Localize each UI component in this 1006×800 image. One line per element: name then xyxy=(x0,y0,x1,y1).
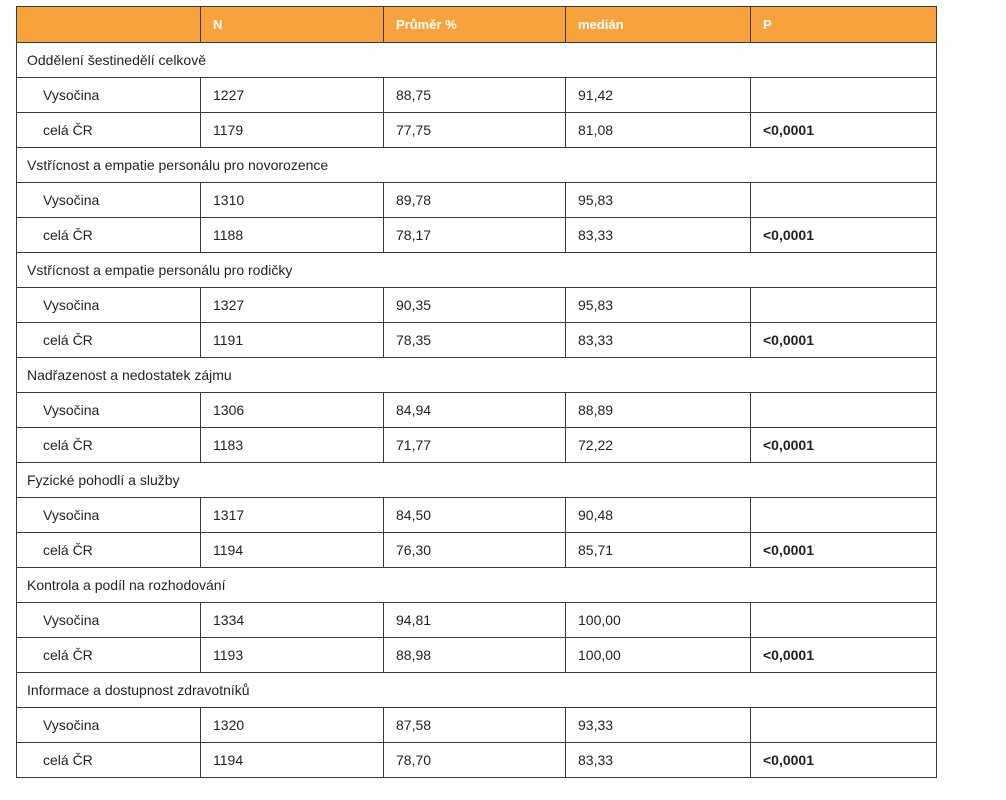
table-row xyxy=(17,638,937,673)
p-value-cell: <0,0001 xyxy=(751,113,937,148)
group-title: Kontrola a podíl na rozhodování xyxy=(17,568,937,603)
median-cell: 83,33 xyxy=(566,218,751,253)
median-cell: 91,42 xyxy=(566,78,751,113)
header-cell-mean: Průměr % xyxy=(384,7,566,43)
n-cell: 1188 xyxy=(201,218,384,253)
mean-cell: 89,78 xyxy=(384,183,566,218)
table-row xyxy=(17,428,937,463)
table-row xyxy=(17,113,937,148)
p-value-cell: <0,0001 xyxy=(751,428,937,463)
table-row xyxy=(17,533,937,568)
group-row xyxy=(17,253,937,288)
table-row xyxy=(17,323,937,358)
table-row xyxy=(17,743,937,778)
group-title: Nadřazenost a nedostatek zájmu xyxy=(17,358,937,393)
region-cell: celá ČR xyxy=(17,323,201,358)
region-cell: celá ČR xyxy=(17,113,201,148)
header-row xyxy=(17,7,937,43)
group-row xyxy=(17,673,937,708)
group-title: Oddělení šestinedělí celkově xyxy=(17,43,937,78)
mean-cell: 88,98 xyxy=(384,638,566,673)
table-row xyxy=(17,78,937,113)
region-cell: celá ČR xyxy=(17,638,201,673)
table-body xyxy=(17,43,937,778)
n-cell: 1194 xyxy=(201,743,384,778)
table-row xyxy=(17,218,937,253)
mean-cell: 71,77 xyxy=(384,428,566,463)
mean-cell: 78,70 xyxy=(384,743,566,778)
mean-cell: 76,30 xyxy=(384,533,566,568)
region-cell: celá ČR xyxy=(17,743,201,778)
n-cell: 1193 xyxy=(201,638,384,673)
table-row xyxy=(17,498,937,533)
median-cell: 83,33 xyxy=(566,743,751,778)
p-value-cell xyxy=(751,288,937,323)
median-cell: 100,00 xyxy=(566,638,751,673)
mean-cell: 90,35 xyxy=(384,288,566,323)
p-value-cell: <0,0001 xyxy=(751,533,937,568)
region-cell: Vysočina xyxy=(17,78,201,113)
n-cell: 1306 xyxy=(201,393,384,428)
n-cell: 1227 xyxy=(201,78,384,113)
group-row xyxy=(17,358,937,393)
n-cell: 1320 xyxy=(201,708,384,743)
mean-cell: 77,75 xyxy=(384,113,566,148)
region-cell: celá ČR xyxy=(17,218,201,253)
mean-cell: 87,58 xyxy=(384,708,566,743)
table-row xyxy=(17,183,937,218)
median-cell: 100,00 xyxy=(566,603,751,638)
region-cell: Vysočina xyxy=(17,288,201,323)
median-cell: 81,08 xyxy=(566,113,751,148)
n-cell: 1310 xyxy=(201,183,384,218)
median-cell: 93,33 xyxy=(566,708,751,743)
p-value-cell: <0,0001 xyxy=(751,218,937,253)
mean-cell: 94,81 xyxy=(384,603,566,638)
header-cell-p: P xyxy=(751,7,937,43)
p-value-cell xyxy=(751,183,937,218)
region-cell: celá ČR xyxy=(17,428,201,463)
header-cell-n: N xyxy=(201,7,384,43)
region-cell: Vysočina xyxy=(17,603,201,638)
median-cell: 85,71 xyxy=(566,533,751,568)
group-row xyxy=(17,43,937,78)
median-cell: 88,89 xyxy=(566,393,751,428)
group-title: Vstřícnost a empatie personálu pro novorozence xyxy=(17,148,937,183)
region-cell: Vysočina xyxy=(17,393,201,428)
median-cell: 95,83 xyxy=(566,288,751,323)
group-title: Fyzické pohodlí a služby xyxy=(17,463,937,498)
mean-cell: 84,94 xyxy=(384,393,566,428)
mean-cell: 88,75 xyxy=(384,78,566,113)
n-cell: 1317 xyxy=(201,498,384,533)
p-value-cell: <0,0001 xyxy=(751,323,937,358)
p-value-cell xyxy=(751,498,937,533)
p-value-cell xyxy=(751,708,937,743)
region-cell: Vysočina xyxy=(17,708,201,743)
mean-cell: 78,17 xyxy=(384,218,566,253)
table-row xyxy=(17,393,937,428)
group-title: Vstřícnost a empatie personálu pro rodičky xyxy=(17,253,937,288)
table-row xyxy=(17,288,937,323)
n-cell: 1183 xyxy=(201,428,384,463)
table-row xyxy=(17,708,937,743)
median-cell: 72,22 xyxy=(566,428,751,463)
mean-cell: 78,35 xyxy=(384,323,566,358)
region-cell: Vysočina xyxy=(17,498,201,533)
table-row xyxy=(17,603,937,638)
n-cell: 1194 xyxy=(201,533,384,568)
group-row xyxy=(17,148,937,183)
group-title: Informace a dostupnost zdravotníků xyxy=(17,673,937,708)
p-value-cell: <0,0001 xyxy=(751,638,937,673)
n-cell: 1179 xyxy=(201,113,384,148)
results-table xyxy=(16,6,937,778)
p-value-cell xyxy=(751,393,937,428)
region-cell: Vysočina xyxy=(17,183,201,218)
region-cell: celá ČR xyxy=(17,533,201,568)
median-cell: 83,33 xyxy=(566,323,751,358)
header-cell-label xyxy=(17,7,201,43)
median-cell: 90,48 xyxy=(566,498,751,533)
header-cell-median: medián xyxy=(566,7,751,43)
median-cell: 95,83 xyxy=(566,183,751,218)
mean-cell: 84,50 xyxy=(384,498,566,533)
group-row xyxy=(17,568,937,603)
p-value-cell: <0,0001 xyxy=(751,743,937,778)
group-row xyxy=(17,463,937,498)
n-cell: 1327 xyxy=(201,288,384,323)
n-cell: 1191 xyxy=(201,323,384,358)
n-cell: 1334 xyxy=(201,603,384,638)
p-value-cell xyxy=(751,78,937,113)
p-value-cell xyxy=(751,603,937,638)
